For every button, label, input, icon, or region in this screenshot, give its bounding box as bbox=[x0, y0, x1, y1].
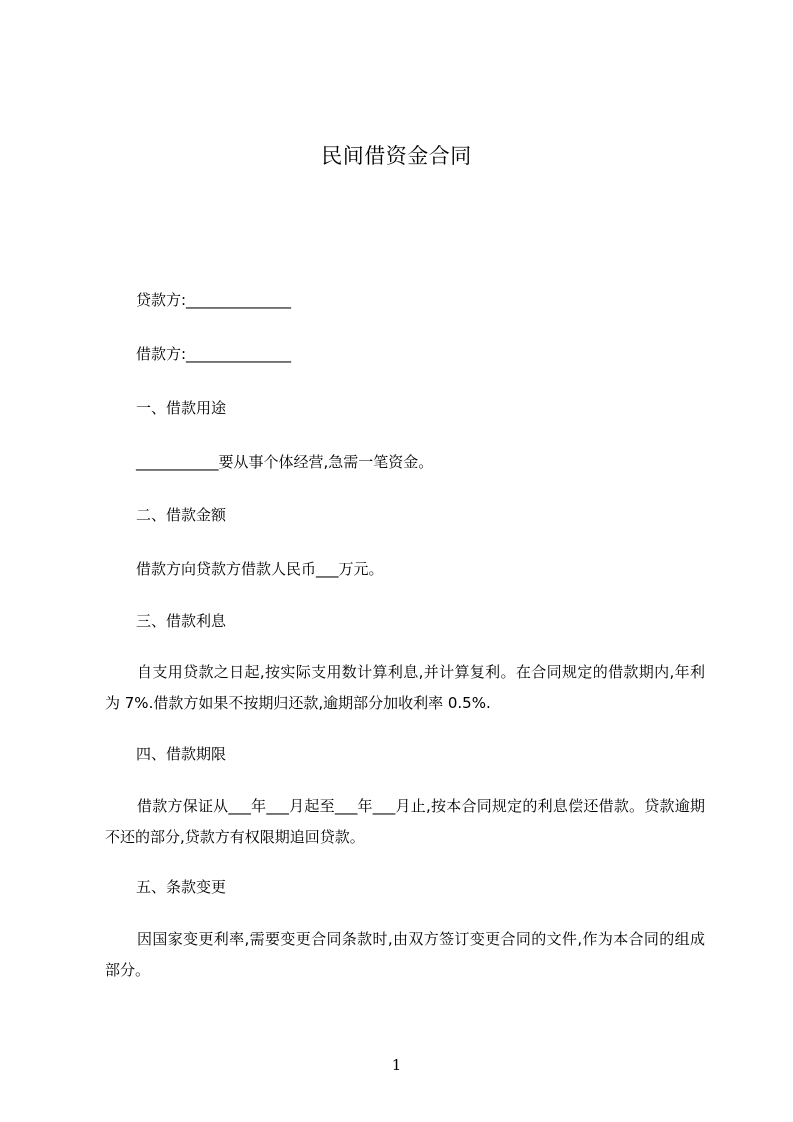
section-body-term: 借款方保证从___年___月起至___年___月止,按本合同规定的利息偿还借款。贷款逾期不还的部分,贷款方有权限期追回贷款。 bbox=[105, 797, 705, 846]
section-heading-amount: 二、借款金额 bbox=[136, 506, 227, 524]
borrower-line: 借款方:______________ bbox=[136, 345, 292, 363]
section-body-amount: 借款方向贷款方借款人民币___万元。 bbox=[136, 560, 384, 578]
section-heading-amendment: 五、条款变更 bbox=[136, 878, 227, 896]
section-heading-term: 四、借款期限 bbox=[136, 745, 227, 763]
section-heading-interest: 三、借款利息 bbox=[136, 612, 227, 630]
section-body-interest: 自支用贷款之日起,按实际支用数计算利息,并计算复利。在合同规定的借款期内,年利为 7%.借款方如果不按期归还款,逾期部分加收利率 0.5%. bbox=[105, 663, 705, 712]
page-number: 1 bbox=[391, 1056, 402, 1074]
section-heading-purpose: 一、借款用途 bbox=[136, 399, 227, 417]
page-title: 民间借资金合同 bbox=[321, 144, 472, 168]
lender-line: 贷款方:______________ bbox=[136, 291, 292, 309]
section-body-purpose: ___________要从事个体经营,急需一笔资金。 bbox=[136, 453, 434, 471]
section-body-amendment: 因国家变更利率,需要变更合同条款时,由双方签订变更合同的文件,作为本合同的组成部分。 bbox=[105, 930, 705, 979]
